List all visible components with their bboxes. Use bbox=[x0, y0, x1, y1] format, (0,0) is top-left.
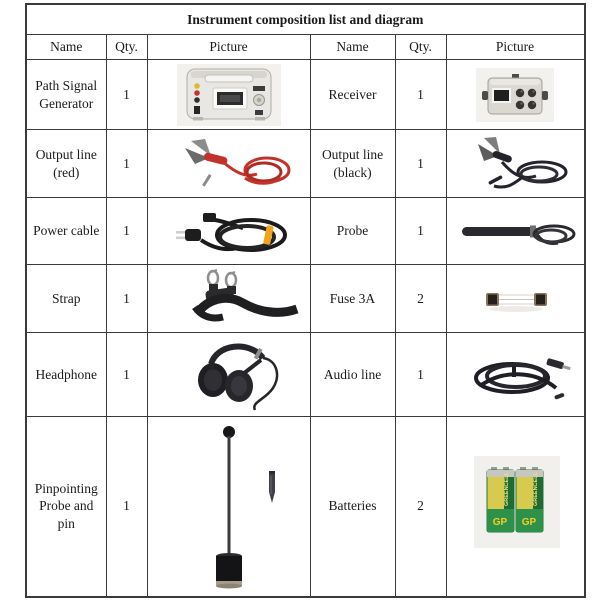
item-name-cell: Path Signal Generator bbox=[26, 60, 106, 130]
table-row bbox=[26, 130, 585, 198]
item-picture-cell bbox=[446, 60, 585, 130]
item-qty-cell: 1 bbox=[106, 130, 147, 198]
battery-label-text: GREENCELL bbox=[532, 472, 539, 507]
item-qty-cell: 1 bbox=[395, 130, 446, 198]
table-title: Instrument composition list and diagram bbox=[26, 4, 585, 35]
item-qty-cell: 1 bbox=[106, 198, 147, 265]
item-qty-cell: 1 bbox=[106, 417, 147, 597]
col-header-picture-left: Picture bbox=[147, 35, 310, 60]
item-name-cell: Strap bbox=[26, 265, 106, 333]
battery-label-text: GREENCELL bbox=[503, 472, 510, 507]
item-picture-cell bbox=[147, 60, 310, 130]
item-qty-cell: 1 bbox=[395, 198, 446, 265]
col-header-name-left: Name bbox=[26, 35, 106, 60]
pinpointing-probe-and-pin-photo bbox=[151, 418, 307, 594]
red-output-line-photo bbox=[151, 132, 307, 196]
item-picture-cell bbox=[446, 333, 585, 417]
item-qty-cell: 1 bbox=[106, 333, 147, 417]
item-picture-cell bbox=[147, 130, 310, 198]
item-qty-cell: 2 bbox=[395, 265, 446, 333]
item-picture-cell bbox=[446, 198, 585, 265]
item-name-cell: Audio line bbox=[310, 333, 395, 417]
item-qty-cell: 1 bbox=[395, 333, 446, 417]
table-row bbox=[26, 60, 585, 130]
item-qty-cell: 1 bbox=[106, 60, 147, 130]
path-signal-generator-photo bbox=[151, 62, 307, 128]
item-name-cell: Fuse 3A bbox=[310, 265, 395, 333]
col-header-picture-right: Picture bbox=[446, 35, 585, 60]
table-row bbox=[26, 333, 585, 417]
item-qty-cell: 2 bbox=[395, 417, 446, 597]
item-name-cell: Headphone bbox=[26, 333, 106, 417]
item-name-cell: Pinpointing Probe and pin bbox=[26, 417, 106, 597]
probe-photo bbox=[450, 200, 581, 263]
item-picture-cell bbox=[446, 130, 585, 198]
item-picture-cell bbox=[446, 265, 585, 333]
fuse-photo bbox=[450, 267, 581, 331]
black-output-line-photo bbox=[450, 132, 581, 196]
table-row bbox=[26, 265, 585, 333]
headphone-photo bbox=[151, 336, 307, 414]
item-name-cell: Output line (black) bbox=[310, 130, 395, 198]
item-picture-cell bbox=[446, 417, 585, 597]
col-header-name-right: Name bbox=[310, 35, 395, 60]
power-cable-photo bbox=[151, 200, 307, 263]
strap-photo bbox=[151, 267, 307, 331]
item-picture-cell bbox=[147, 417, 310, 597]
item-qty-cell: 1 bbox=[395, 60, 446, 130]
item-name-cell: Power cable bbox=[26, 198, 106, 265]
audio-line-photo bbox=[450, 336, 581, 414]
item-name-cell: Probe bbox=[310, 198, 395, 265]
battery-brand-text: GP bbox=[492, 517, 507, 529]
item-picture-cell bbox=[147, 265, 310, 333]
item-picture-cell bbox=[147, 198, 310, 265]
table-row bbox=[26, 198, 585, 265]
item-qty-cell: 1 bbox=[106, 265, 147, 333]
receiver-photo bbox=[450, 62, 581, 128]
col-header-qty-right: Qty. bbox=[395, 35, 446, 60]
table-row bbox=[26, 417, 585, 597]
item-name-cell: Receiver bbox=[310, 60, 395, 130]
instrument-composition-table bbox=[25, 3, 586, 598]
col-header-qty-left: Qty. bbox=[106, 35, 147, 60]
item-name-cell: Output line (red) bbox=[26, 130, 106, 198]
batteries-photo bbox=[450, 418, 581, 594]
battery-brand-text: GP bbox=[521, 517, 536, 529]
item-picture-cell bbox=[147, 333, 310, 417]
item-name-cell: Batteries bbox=[310, 417, 395, 597]
